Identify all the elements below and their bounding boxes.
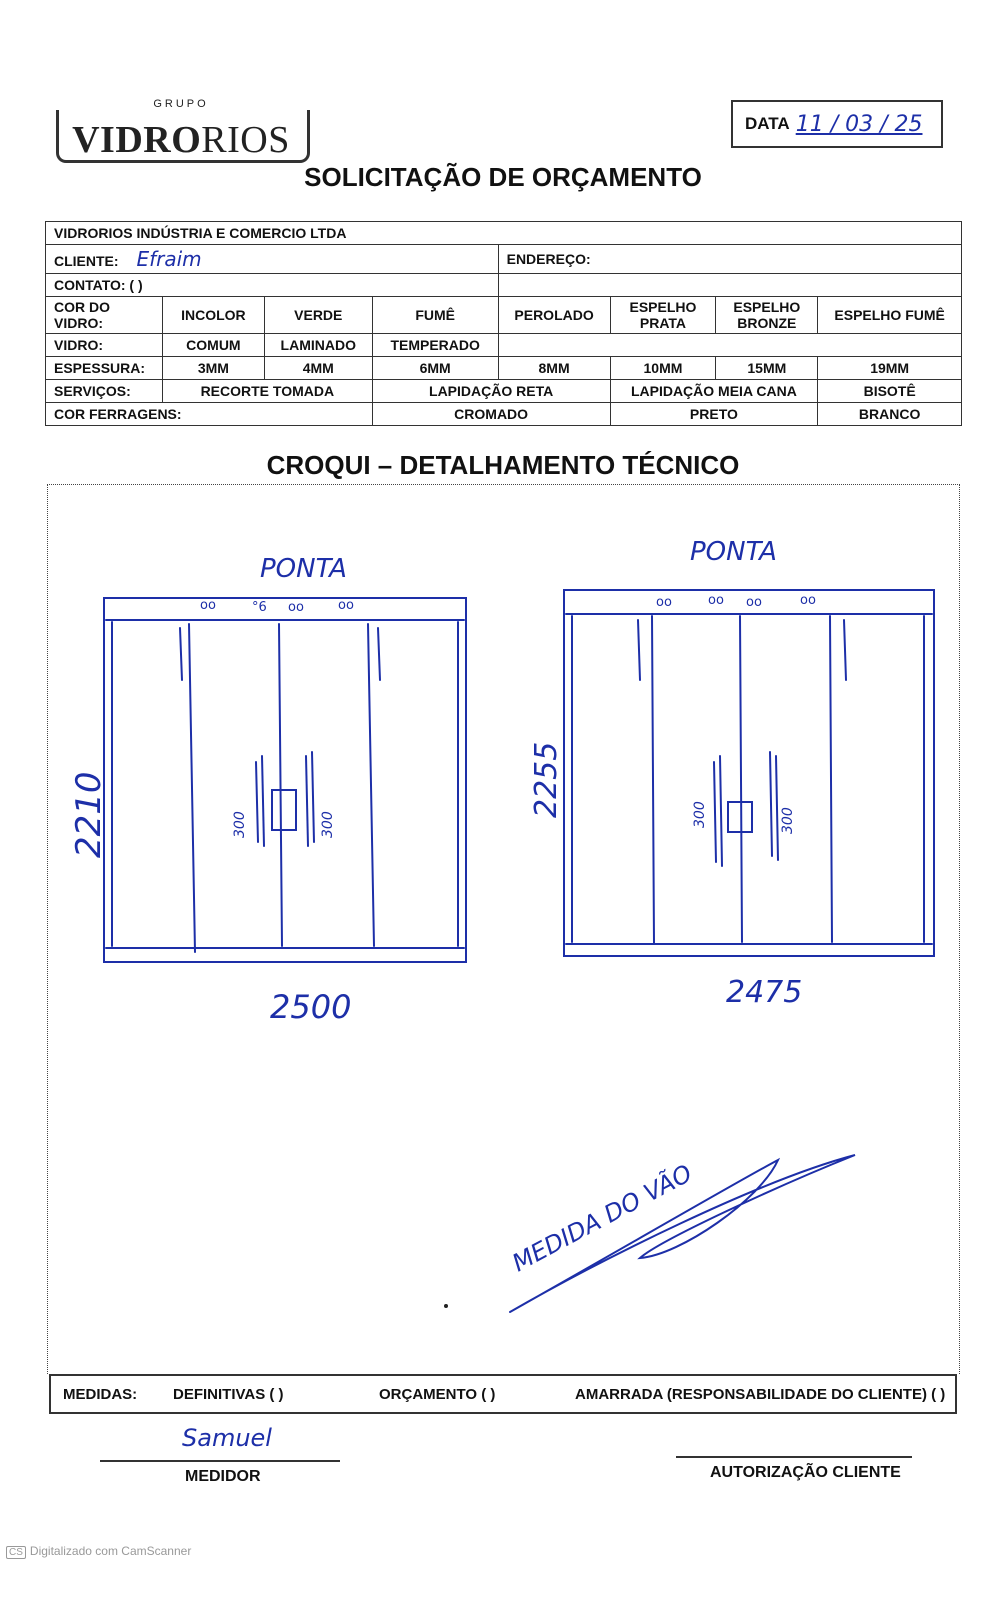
right-height: 2255 — [529, 741, 564, 818]
client-value: Efraim — [136, 247, 202, 271]
medidor-label: MEDIDOR — [185, 1468, 261, 1485]
svg-text:oo: oo — [656, 595, 672, 610]
option-incolor[interactable]: INCOLOR — [162, 297, 264, 334]
client-signature-line — [676, 1456, 912, 1458]
camscanner-icon: CS — [6, 1546, 26, 1559]
option-10mm[interactable]: 10MM — [610, 357, 716, 380]
option-definitivas[interactable]: DEFINITIVAS ( ) — [173, 1385, 284, 1403]
measures-label: MEDIDAS: — [63, 1385, 138, 1403]
measures-bar — [49, 1374, 957, 1414]
medidor-signature: Samuel — [182, 1424, 272, 1452]
client-authorization-label: AUTORIZAÇÃO CLIENTE — [710, 1464, 901, 1481]
client-label: CLIENTE: — [54, 253, 119, 269]
hardware-label: COR FERRAGENS: — [46, 403, 373, 426]
gap-measure-note: MEDIDA DO VÃO — [507, 1159, 697, 1278]
left-label: PONTA — [260, 554, 347, 584]
svg-text:oo: oo — [708, 593, 724, 608]
option-lapidacao-reta[interactable]: LAPIDAÇÃO RETA — [372, 380, 610, 403]
left-height: 2210 — [69, 771, 109, 858]
option-6mm[interactable]: 6MM — [372, 357, 498, 380]
option-preto[interactable]: PRETO — [610, 403, 818, 426]
thickness-label: ESPESSURA: — [46, 357, 163, 380]
option-cromado[interactable]: CROMADO — [372, 403, 610, 426]
svg-text:oo: oo — [288, 600, 304, 615]
option-lapidacao-meia-cana[interactable]: LAPIDAÇÃO MEIA CANA — [610, 380, 818, 403]
right-handle-size-2: 300 — [780, 807, 796, 834]
date-label: DATA — [745, 114, 790, 133]
svg-text:oo: oo — [800, 593, 816, 608]
option-19mm[interactable]: 19MM — [818, 357, 962, 380]
svg-text:oo: oo — [746, 595, 762, 610]
date-value: 11 / 03 / 25 — [795, 111, 923, 137]
right-width: 2475 — [726, 975, 803, 1010]
logo-group-text: GRUPO — [56, 98, 306, 110]
option-perolado[interactable]: PEROLADO — [498, 297, 610, 334]
left-door-drawing — [104, 598, 466, 962]
scanner-text: Digitalizado com CamScanner — [29, 1544, 192, 1558]
option-laminado[interactable]: LAMINADO — [264, 334, 372, 357]
medidor-line — [100, 1460, 340, 1462]
address-label: ENDEREÇO: — [506, 251, 591, 267]
left-handle-size-1: 300 — [232, 811, 248, 838]
option-15mm[interactable]: 15MM — [716, 357, 818, 380]
option-espelho-prata[interactable]: ESPELHO PRATA — [610, 297, 716, 334]
option-orcamento[interactable]: ORÇAMENTO ( ) — [379, 1385, 496, 1403]
right-handle-size-1: 300 — [692, 801, 708, 828]
svg-text:oo: oo — [200, 598, 216, 613]
right-label: PONTA — [690, 537, 777, 567]
option-recorte-tomada[interactable]: RECORTE TOMADA — [162, 380, 372, 403]
company-name: VIDRORIOS INDÚSTRIA E COMERCIO LTDA — [46, 222, 962, 245]
option-verde[interactable]: VERDE — [264, 297, 372, 334]
option-comum[interactable]: COMUM — [162, 334, 264, 357]
left-width: 2500 — [270, 988, 352, 1026]
option-espelho-bronze[interactable]: ESPELHO BRONZE — [716, 297, 818, 334]
left-handle-size-2: 300 — [320, 811, 336, 838]
right-door-drawing — [564, 590, 934, 956]
option-8mm[interactable]: 8MM — [498, 357, 610, 380]
services-label: SERVIÇOS: — [46, 380, 163, 403]
option-amarrada[interactable]: AMARRADA (RESPONSABILIDADE DO CLIENTE) ( ) — [575, 1385, 946, 1403]
option-espelho-fume[interactable]: ESPELHO FUMÊ — [818, 297, 962, 334]
option-4mm[interactable]: 4MM — [264, 357, 372, 380]
option-bisote[interactable]: BISOTÊ — [818, 380, 962, 403]
scanner-watermark — [6, 1544, 191, 1559]
svg-text:°6: °6 — [252, 600, 267, 615]
glass-color-label: COR DO VIDRO: — [46, 297, 163, 334]
option-branco[interactable]: BRANCO — [818, 403, 962, 426]
option-3mm[interactable]: 3MM — [162, 357, 264, 380]
page-title: SOLICITAÇÃO DE ORÇAMENTO — [304, 162, 702, 192]
svg-text:oo: oo — [338, 598, 354, 613]
logo-wordmark: VIDRORIOS — [72, 119, 290, 161]
ink-dot — [444, 1304, 448, 1308]
option-temperado[interactable]: TEMPERADO — [372, 334, 498, 357]
croqui-title: CROQUI – DETALHAMENTO TÉCNICO — [266, 450, 740, 480]
contact-cell[interactable]: CONTATO: ( ) — [46, 274, 499, 297]
glass-type-label: VIDRO: — [46, 334, 163, 357]
option-fume[interactable]: FUMÊ — [372, 297, 498, 334]
